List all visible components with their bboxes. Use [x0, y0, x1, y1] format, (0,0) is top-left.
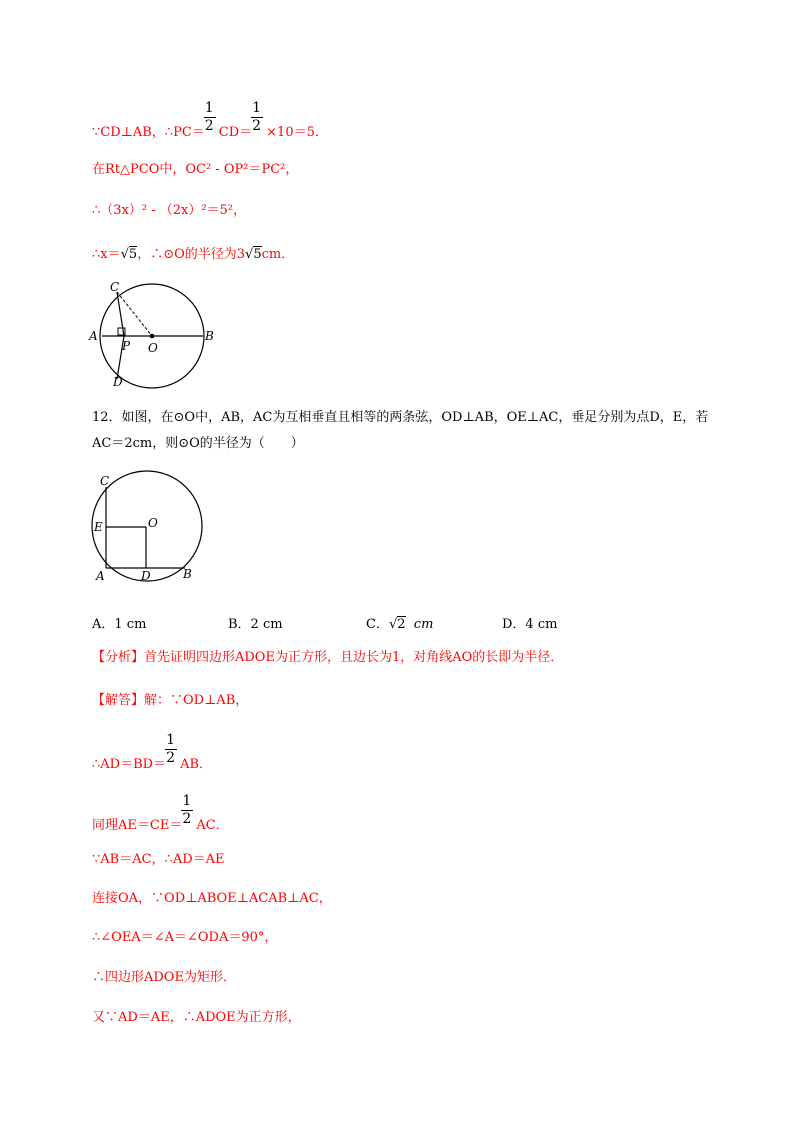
label-O: O — [148, 516, 158, 530]
sqrt-symbol: √5 — [245, 247, 262, 262]
answer-header: 【解答】解：∵OD⊥AB， — [92, 693, 249, 708]
circle-figure-1 — [86, 276, 226, 394]
step-6: ∴四边形ADOE为矩形． — [92, 970, 236, 985]
sqrt-symbol: √2 — [388, 617, 406, 632]
solution-text: CD＝ — [218, 125, 253, 140]
choice-a: A．1 cm — [92, 617, 147, 632]
step-4: 连接OA，∵OD⊥ABOE⊥ACAB⊥AC， — [92, 891, 332, 906]
label-D: D — [141, 569, 151, 583]
label-D: D — [113, 375, 123, 389]
solution-line-3: ∴（3x）² - （2x）²＝5²， — [92, 203, 247, 218]
choice-d: D．4 cm — [502, 617, 558, 632]
label-C: C — [100, 474, 110, 488]
fraction-half: $\frac{1}{2}$ — [182, 813, 196, 829]
label-B: B — [183, 567, 192, 581]
fraction-half: $\frac{1}{2}$ — [252, 120, 266, 136]
solution-text: ×10＝5． — [266, 125, 328, 140]
fraction-half: $\frac{1}{2}$ — [205, 120, 219, 136]
sqrt-symbol: √5 — [120, 247, 138, 262]
question-12-line-2: AC＝2cm，则⊙O的半径为（ ） — [92, 436, 304, 451]
choice-b: B．2 cm — [228, 617, 283, 632]
label-C: C — [110, 280, 120, 294]
step-5: ∴∠OEA＝∠A＝∠ODA＝90°， — [92, 930, 278, 945]
step-1: ∴AD＝BD＝ $\frac{1}{2}$ AB． — [92, 732, 213, 772]
fraction-half: $\frac{1}{2}$ — [166, 752, 180, 768]
label-B: B — [205, 329, 214, 343]
step-3: ∵AB＝AC，∴AD＝AE — [92, 852, 225, 867]
solution-line-2: 在Rt△PCO中，OC² - OP²＝PC²， — [92, 162, 299, 177]
question-12-line-1: 12．如图，在⊙O中，AB，AC为互相垂直且相等的两条弦，OD⊥AB，OE⊥AC，垂足分别为点D，E，若 — [92, 410, 709, 425]
choice-c: C．√2 cm — [366, 617, 434, 632]
label-P: P — [122, 339, 131, 353]
label-A: A — [96, 569, 105, 583]
solution-text: ∵CD⊥AB，∴PC＝ — [92, 125, 205, 140]
solution-line-1 — [92, 100, 328, 141]
analysis-text: 【分析】首先证明四边形ADOE为正方形，且边长为1，对角线AO的长即为半径． — [92, 650, 564, 665]
label-A: A — [89, 329, 98, 343]
circle-figure-2 — [86, 466, 210, 584]
solution-line-4: ∴x＝√5，∴⊙O的半径为3√5cm． — [92, 247, 295, 262]
label-E: E — [94, 520, 103, 534]
step-2: 同理AE＝CE＝ $\frac{1}{2}$ AC． — [92, 793, 229, 833]
step-7: 又∵AD＝AE，∴ADOE为正方形， — [92, 1010, 301, 1025]
label-O: O — [148, 341, 158, 355]
